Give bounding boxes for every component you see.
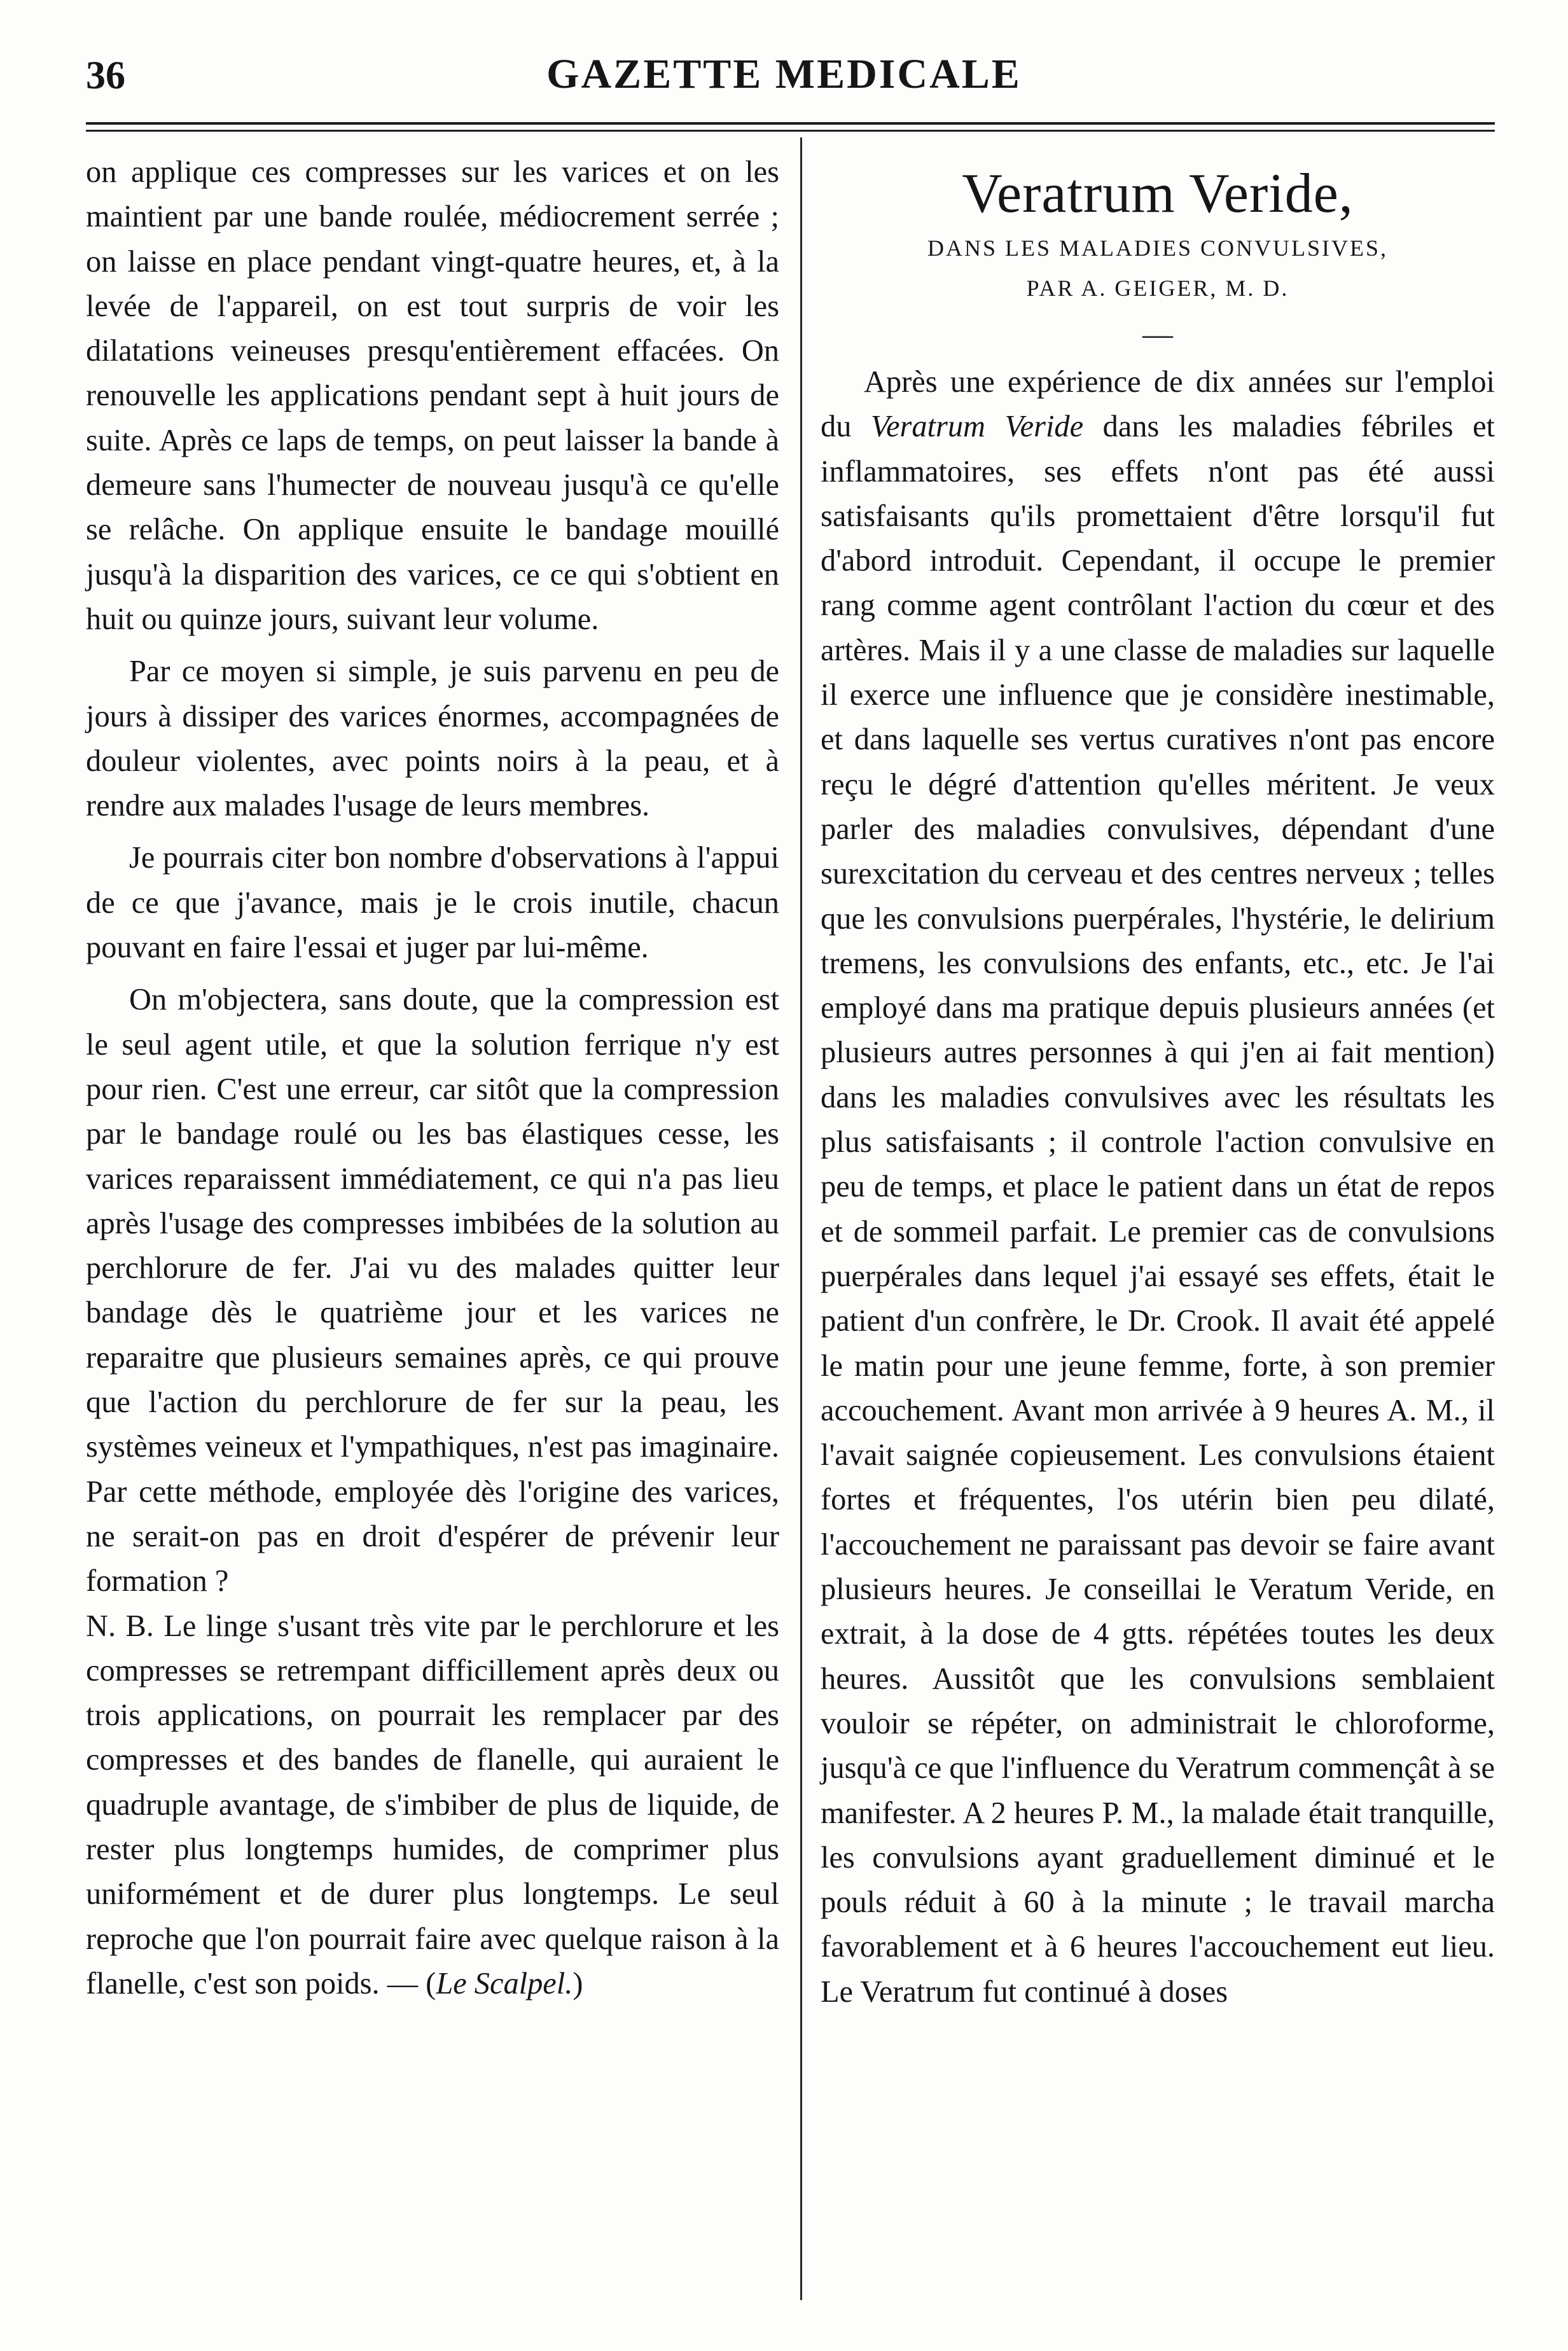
article-author: PAR A. GEIGER, M. D. [1026,275,1289,301]
right-column [821,159,1495,2015]
column-divider [800,137,802,2300]
nb-text: N. B. Le linge s'usant très vite par le perchlorure et les compresses se retrempant difficillement après deux ou trois applications, on pourrait les remplacer par des compresses et des bandes de flanelle, qui auraient le quadruple avantage, de s'imbiber de plus de liquide, de rester plus longtemps humides, de comprimer plus uniformément et de durer plus longtemps. Le seul reproche que l'on pourrait faire avec quelque raison à la flanelle, c'est son poids. — ( [86,1609,779,2001]
left-column [86,150,779,2006]
article-subtitle: DANS LES MALADIES CONVULSIVES, [927,235,1389,261]
source-citation: Le Scalpel. [436,1966,573,2001]
left-paragraph-2: Par ce moyen si simple, je suis parvenu en peu de jours à dissiper des varices énormes, accompagnées de douleur violentes, avec points noirs à la peau, et à rendre aux malades l'usage de leurs membres. [86,655,779,823]
page-number: 36 [86,54,125,97]
right-paragraph-1 [821,360,1495,2015]
left-paragraph-1: on applique ces compresses sur les varices et on les maintient par une bande roulée, médiocrement serrée ; on laisse en place pendant vingt-quatre heures, et, à la levée de l'appareil, on est tout surpris de voir les dilatations veineuses presqu'entièrement effacées. On renouvelle les applications pendant sept à huit jours de suite. Après ce laps de temps, on peut laisser la bande à demeure sans l'humecter de nouveau jusqu'à ce qu'elle se relâche. On applique ensuite le bandage mouillé jusqu'à la disparition des varices, ce ce qui s'obtient en huit ou quinze jours, suivant leur volume. [86,155,779,636]
article-text-start: Après une expérience de dix années sur l'emploi du [821,365,1495,444]
article-title: Veratrum Veride, [962,163,1354,225]
article-text-body: dans les maladies fébriles et inflammatoires, ses effets n'ont pas été aussi satisfaisants qu'ils promettaient d'être lorsqu'il fut d'abord introduit. Cependant, il occupe le premier rang comme agent contrôlant l'action du cœur et des artères. Mais il y a une classe de maladies sur laquelle il exerce une influence que je considère inestimable, et dans laquelle ses vertus curatives n'ont pas encore reçu le dégré d'attention qu'elles méritent. Je veux parler des maladies convulsives, dépendant d'une surexcitation du cerveau et des centres nerveux ; telles que les convulsions puerpérales, l'hystérie, le delirium tremens, les convulsions des enfants, etc., etc. Je l'ai employé dans ma pratique depuis plusieurs années (et plusieurs autres personnes à qui j'en ai fait mention) dans les maladies convulsives avec les résultats les plus satisfaisants ; il controle l'action convulsive en peu de temps, et place le patient dans un état de repos et de sommeil parfait. Le premier cas de convulsions puerpérales dans lequel j'ai essayé ses effets, était le patient d'un confrère, le Dr. Crook. Il avait été appelé le matin pour une jeune femme, forte, à son premier accouchement. Avant mon arrivée à 9 heures A. M., il l'avait saignée copieusement. Les convulsions étaient fortes et fréquentes, l'os utérin bien peu dilaté, l'accouchement ne paraissant pas devoir se faire avant plusieurs heures. Je conseillai le Veratum Veride, en extrait, à la dose de 4 gtts. répétées toutes les deux heures. Aussitôt que les convulsions semblaient vouloir se répéter, on administrait le chloroforme, jusqu'à ce que l'influence du Veratrum commençât à se manifester. A 2 heures P. M., la malade était tranquille, les convulsions ayant graduellement diminué et le pouls réduit à 60 à la minute ; le travail marcha favorablement et à 6 heures l'accouchement eut lieu. Le Veratrum fut continué à doses [821,410,1495,2009]
left-paragraph-3: Je pourrais citer bon nombre d'observations à l'appui de ce que j'avance, mais je le crois inutile, chacun pouvant en faire l'essai et juger par lui-même. [86,841,779,965]
left-paragraph-4: On m'objectera, sans doute, que la compression est le seul agent utile, et que la solution ferrique n'y est pour rien. C'est une erreur, car sitôt que la compression par le bandage roulé ou les bas élastiques cesse, les varices reparaissent immédiatement, ce qui n'a pas lieu après l'usage des compresses imbibées de la solution au perchlorure de fer. J'ai vu des malades quitter leur bandage dès le quatrième jour et les varices ne reparaitre que plusieurs semaines après, ce qui prouve que l'action du perchlorure de fer sur la peau, les systèmes veineux et l'ympathiques, n'est pas imaginaire. Par cette méthode, employée dès l'origine des varices, ne serait-on pas en droit d'espérer de prévenir leur formation ? [86,983,779,1599]
drug-name-italic: Veratrum Veride [870,410,1084,444]
header-rule [86,122,1495,125]
nb-text-end: ) [572,1966,583,2001]
running-title: GAZETTE MEDICALE [546,51,1022,97]
left-paragraph-5 [86,1604,779,2007]
header-rule-secondary [86,130,1495,132]
article-separator: — [1142,317,1173,351]
